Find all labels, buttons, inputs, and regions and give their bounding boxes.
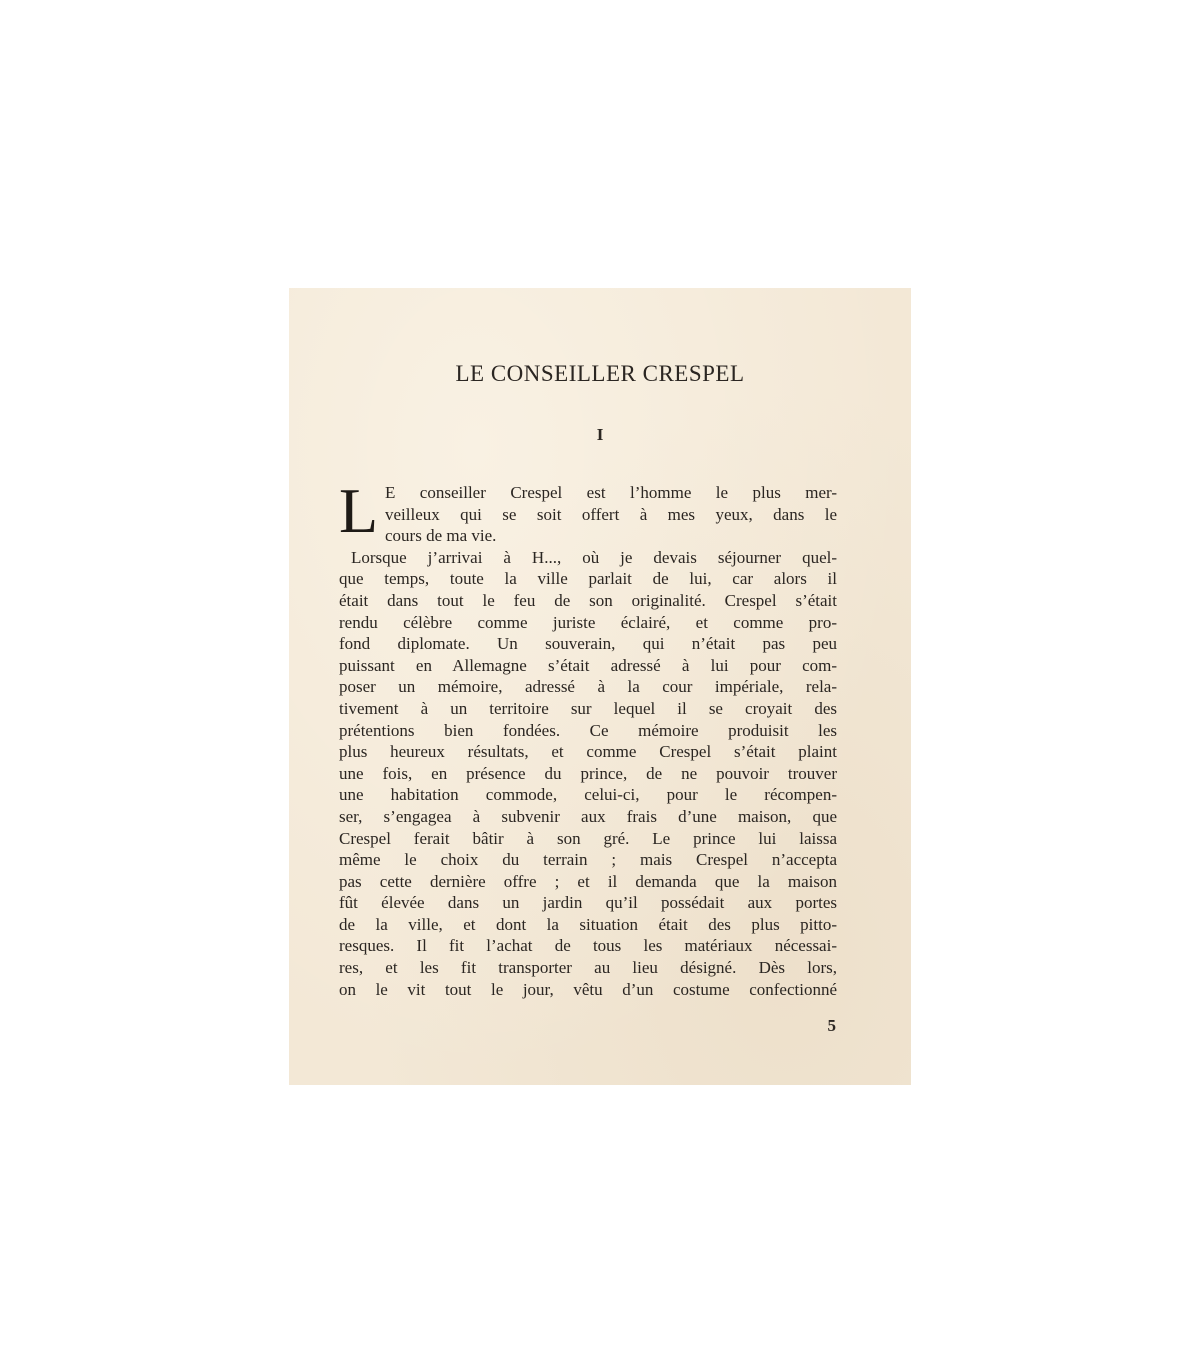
text-line: Lorsque j’arrivai à H..., où je devais séjourner quel-: [351, 547, 837, 567]
text-line: fond diplomate. Un souverain, qui n’était pas peu: [339, 634, 837, 654]
text-line: de la ville, et dont la situation était des plus pitto-: [339, 914, 837, 934]
text-line: poser un mémoire, adressé à la cour impériale, rela-: [339, 677, 837, 697]
text-line: rendu célèbre comme juriste éclairé, et comme pro-: [339, 612, 837, 632]
text-line: plus heureux résultats, et comme Crespel s’était plaint: [339, 742, 837, 762]
text-line: resques. Il fit l’achat de tous les matériaux nécessai-: [339, 936, 837, 956]
page-number: 5: [827, 1016, 836, 1035]
text-line: tivement à un territoire sur lequel il se croyait des: [339, 698, 837, 718]
chapter-number: I: [596, 425, 604, 444]
text-line: res, et les fit transporter au lieu désigné. Dès lors,: [339, 958, 837, 978]
text-line: fût élevée dans un jardin qu’il possédait aux portes: [339, 893, 837, 913]
text-line: ser, s’engagea à subvenir aux frais d’une maison, que: [339, 806, 837, 826]
text-line: une habitation commode, celui-ci, pour le récompen-: [339, 785, 837, 805]
text-line: on le vit tout le jour, vêtu d’un costume confectionné: [339, 979, 837, 999]
text-line: une fois, en présence du prince, de ne pouvoir trouver: [339, 763, 837, 783]
drop-cap: L: [339, 475, 379, 546]
text-line: puissant en Allemagne s’était adressé à lui pour com-: [339, 655, 837, 675]
text-line: Crespel ferait bâtir à son gré. Le prince lui laissa: [339, 828, 837, 848]
text-line: que temps, toute la ville parlait de lui, car alors il: [339, 569, 837, 589]
chapter-title: LE CONSEILLER CRESPEL: [455, 361, 745, 386]
text-line: E conseiller Crespel est l’homme le plus mer-: [385, 483, 837, 502]
book-page: [289, 288, 911, 1085]
text-line: même le choix du terrain ; mais Crespel n’accepta: [339, 850, 837, 870]
text-line: pas cette dernière offre ; et il demanda que la maison: [339, 871, 837, 891]
text-line: était dans tout le feu de son originalité. Crespel s’était: [339, 590, 837, 610]
body-text: [339, 475, 837, 1000]
text-line: prétentions bien fondées. Ce mémoire produisit les: [339, 720, 837, 740]
text-line: cours de ma vie.: [385, 526, 497, 546]
text-line: veilleux qui se soit offert à mes yeux, dans le: [385, 504, 837, 524]
